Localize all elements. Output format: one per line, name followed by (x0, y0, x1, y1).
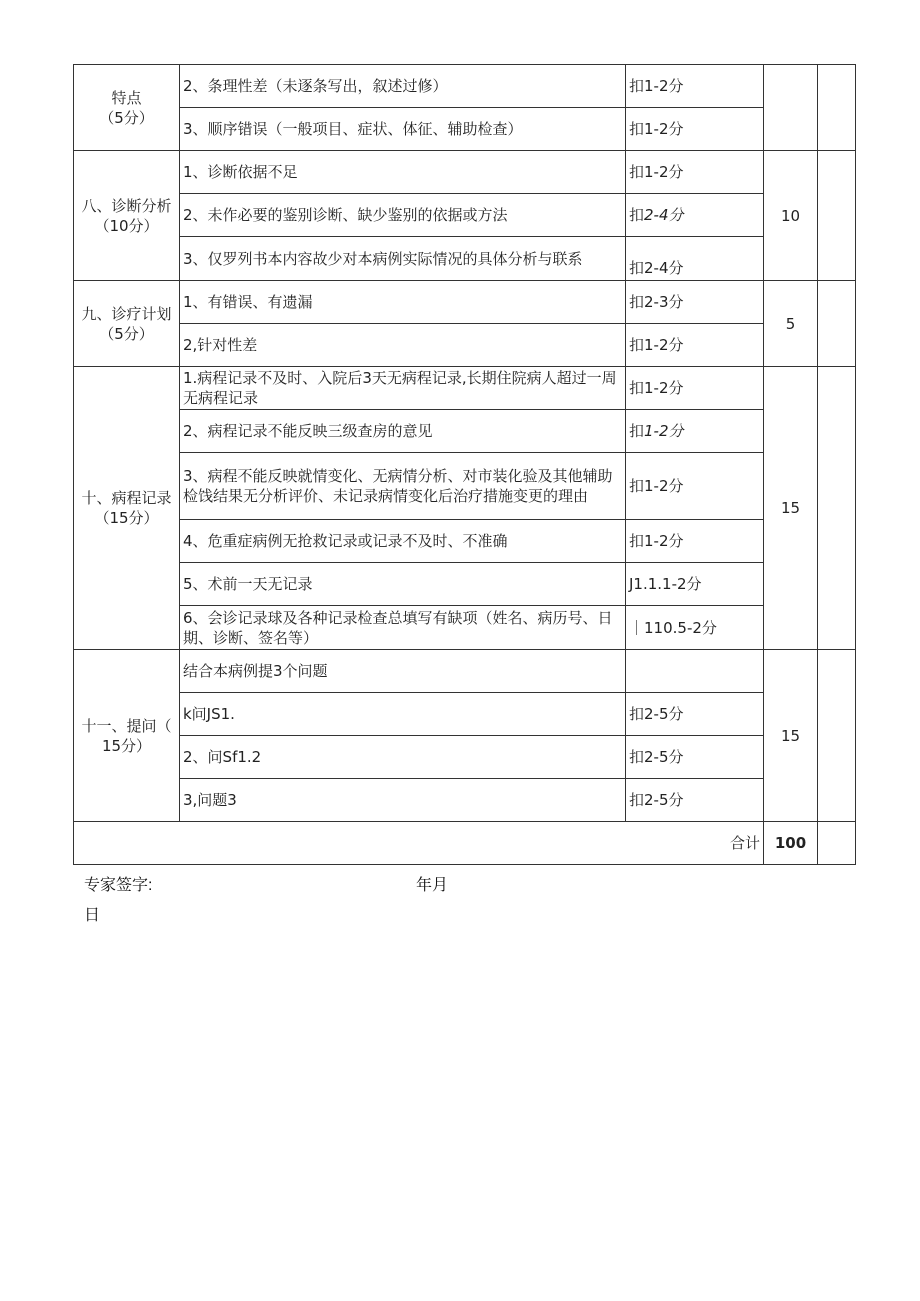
category-cell (74, 650, 180, 822)
points-cell: 5 (764, 281, 818, 367)
category-cell (74, 281, 180, 367)
table-row (74, 324, 856, 367)
total-value: 100 (764, 822, 818, 865)
deduction (626, 410, 764, 453)
table-row (74, 453, 856, 520)
deduction (626, 194, 764, 237)
deduction: ｜110.5-2分 (626, 606, 764, 650)
criterion-text: 2、未作必要的鉴别诊断、缺少鉴别的依据或方法 (180, 194, 626, 237)
table-row (74, 736, 856, 779)
deduction-prefix: 扣 (629, 206, 645, 224)
scoring-table (73, 64, 856, 865)
score-cell (818, 151, 856, 281)
deduction: 扣1-2分 (626, 520, 764, 563)
deduction: 扣1-2分 (626, 151, 764, 194)
expert-signature-label: 专家签字: (84, 877, 153, 894)
deduction: J1.1.1-2分 (626, 563, 764, 606)
category-title: 十、病程记录 (81, 489, 172, 507)
total-label: 合计 (74, 822, 764, 865)
date-day: 日 (84, 907, 101, 924)
table-row (74, 563, 856, 606)
deduction (626, 650, 764, 693)
score-cell (818, 367, 856, 650)
criterion-text: 6、会诊记录球及各种记录检查总填写有缺项（姓名、病历号、日期、诊断、签名等） (180, 606, 626, 650)
deduction: 扣1-2分 (626, 65, 764, 108)
category-score: （15分） (94, 509, 159, 527)
deduction: 扣2-5分 (626, 736, 764, 779)
total-row (74, 822, 856, 865)
table-row (74, 693, 856, 736)
table-row (74, 237, 856, 281)
score-cell (818, 650, 856, 822)
criterion-text: 3、顺序错误（一般项目、症状、体征、辅助检查） (180, 108, 626, 151)
criterion-text: 2,针对性差 (180, 324, 626, 367)
category-score: （10分） (94, 216, 159, 235)
table-row (74, 367, 856, 410)
deduction-value: 1-2分 (644, 422, 684, 440)
criterion-text: 2、问Sf1.2 (180, 736, 626, 779)
criterion-text: 结合本病例提3个问题 (180, 650, 626, 693)
points-cell (764, 65, 818, 151)
category-cell (74, 367, 180, 650)
criterion-text: 4、危重症病例无抢救记录或记录不及时、不准确 (180, 520, 626, 563)
deduction: 扣2-5分 (626, 693, 764, 736)
deduction-value: 2-4分 (644, 206, 684, 224)
criterion-text: 2、条理性差（未逐条写出，叙述过修） (180, 65, 626, 108)
deduction: 扣1-2分 (626, 453, 764, 520)
deduction: 扣1-2分 (626, 367, 764, 410)
deduction: 扣2-3分 (626, 281, 764, 324)
category-score: （5分） (99, 108, 154, 127)
category-cell (74, 65, 180, 151)
criterion-text: k问JS1. (180, 693, 626, 736)
deduction: 扣1-2分 (626, 324, 764, 367)
score-cell (818, 65, 856, 151)
deduction: 扣2-4分 (626, 237, 764, 281)
criterion-text: 1、诊断依据不足 (180, 151, 626, 194)
date-year-month: 年月 (416, 877, 449, 894)
score-cell (818, 822, 856, 865)
category-score: （5分） (99, 324, 154, 343)
category-score: 15分） (101, 736, 152, 755)
deduction: 扣2-5分 (626, 779, 764, 822)
criterion-text: 2、病程记录不能反映三级查房的意见 (180, 410, 626, 453)
deduction-prefix: 扣 (629, 422, 645, 440)
points-cell: 10 (764, 151, 818, 281)
deduction: 扣1-2分 (626, 108, 764, 151)
criterion-text: 1、有错误、有遗漏 (180, 281, 626, 324)
table-row (74, 779, 856, 822)
table-row (74, 606, 856, 650)
table-row (74, 650, 856, 693)
table-row (74, 520, 856, 563)
criterion-text: 3,问题3 (180, 779, 626, 822)
table-row (74, 65, 856, 108)
category-title: 八、诊断分析 (81, 196, 172, 215)
category-title: 特点 (111, 88, 142, 107)
score-cell (818, 281, 856, 367)
category-title: 十一、提问（ (81, 716, 172, 735)
criterion-text: 1.病程记录不及时、入院后3天无病程记录,长期住院病人超过一周无病程记录 (180, 367, 626, 410)
criterion-text: 3、病程不能反映就情变化、无病情分析、对市装化验及其他辅助检饯结果无分析评价、未记录病情变化后治疗措施变更的理由 (180, 453, 626, 520)
table-row (74, 194, 856, 237)
table-row (74, 108, 856, 151)
category-cell (74, 151, 180, 281)
table-row (74, 151, 856, 194)
category-title: 九、诊疗计划 (81, 304, 172, 323)
criterion-text: 5、术前一天无记录 (180, 563, 626, 606)
points-cell: 15 (764, 367, 818, 650)
points-cell: 15 (764, 650, 818, 822)
table-row (74, 410, 856, 453)
criterion-text: 3、仅罗列书本内容故少对本病例实际情况的具体分析与联系 (180, 237, 626, 281)
table-row (74, 281, 856, 324)
